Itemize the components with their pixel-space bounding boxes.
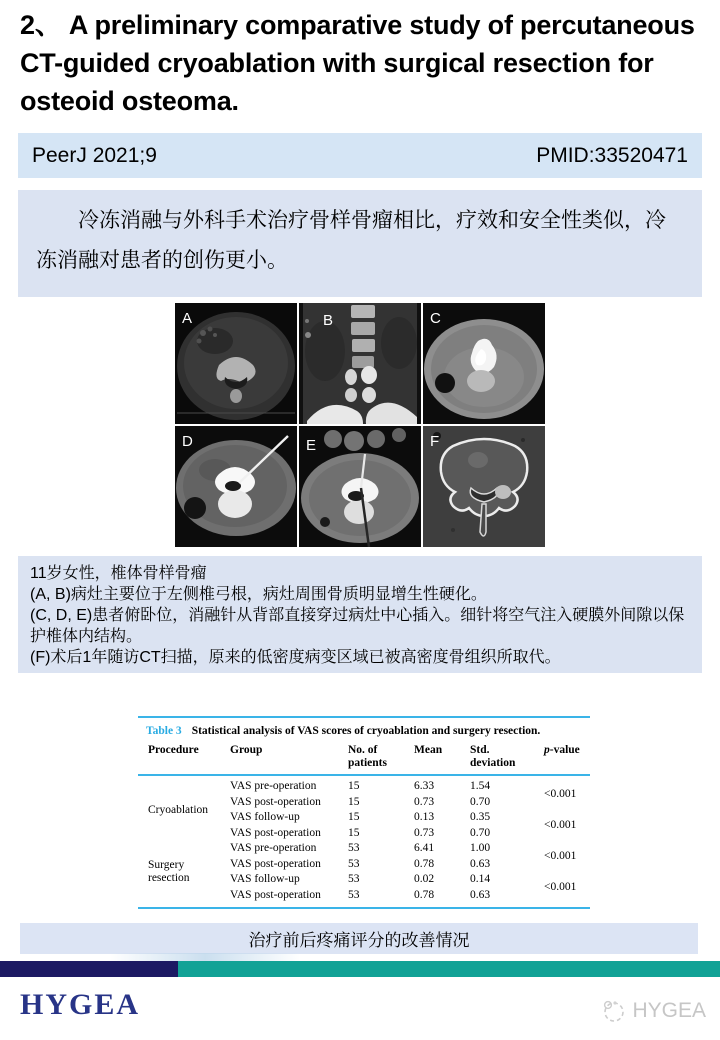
panel-label-a: A <box>182 310 193 327</box>
n-cell: 53 <box>348 888 360 901</box>
group-cell: VAS post-operation <box>230 795 321 808</box>
band-teal-segment <box>178 961 720 977</box>
n-cell: 53 <box>348 842 360 854</box>
pvalue-cell: <0.001 <box>544 787 577 800</box>
mean-cell: 0.78 <box>414 888 435 901</box>
group-cell: VAS pre-operation <box>230 780 317 792</box>
bottom-caption-bar <box>20 923 698 954</box>
hygea-logo: HYGEA <box>20 988 141 1021</box>
ct-panel-f <box>423 426 545 547</box>
ct-figure <box>175 303 545 547</box>
sd-cell: 0.70 <box>470 826 491 839</box>
caption-line: (A, B)病灶主要位于左侧椎弓根，病灶周围骨质明显增生性硬化。 <box>30 586 487 603</box>
figure-caption-box <box>18 556 702 673</box>
sd-cell: 0.14 <box>470 873 491 885</box>
group-cell: VAS follow-up <box>230 873 300 885</box>
col-header-pvalue <box>534 742 590 770</box>
table-number-label: Table 3 <box>146 725 182 737</box>
sd-cell: 1.54 <box>470 780 491 792</box>
ct-panel-a <box>175 303 297 424</box>
hygea-watermark <box>600 998 706 1024</box>
sd-cell: 0.63 <box>470 857 491 870</box>
panel-label-e: E <box>306 437 317 454</box>
ct-panel-e <box>299 426 421 547</box>
ct-image-axial-a <box>175 303 297 424</box>
table-header-row <box>138 742 590 776</box>
page-title: 2、 A preliminary comparative study of percutaneous CT-guided cryoablation with surgical resection for osteoid osteoma. <box>20 10 695 116</box>
n-cell: 15 <box>348 811 360 823</box>
band-navy-segment <box>0 961 178 977</box>
col-header-mean: Mean <box>414 744 443 756</box>
hygea-watermark-text: HYGEA <box>632 999 706 1022</box>
ct-panel-d <box>175 426 297 547</box>
col-header-patients: No. of patients <box>348 744 387 769</box>
pvalue-cell: <0.001 <box>544 880 577 893</box>
group-cell: VAS post-operation <box>230 857 321 870</box>
n-cell: 53 <box>348 873 360 885</box>
group-cell: VAS post-operation <box>230 888 321 901</box>
sd-cell: 0.63 <box>470 888 491 901</box>
ct-panel-c <box>423 303 545 424</box>
pvalue-cell: <0.001 <box>544 849 577 862</box>
ct-image-coronal-b <box>299 303 421 424</box>
table-title <box>138 718 590 742</box>
vas-table <box>138 716 590 909</box>
table-title-text: Statistical analysis of VAS scores of cryoablation and surgery resection. <box>191 725 541 737</box>
n-cell: 15 <box>348 795 360 808</box>
procedure-cell-surgery: Surgery resection <box>148 859 190 884</box>
source-bar <box>18 133 702 178</box>
bottom-caption-text: 治疗前后疼痛评分的改善情况 <box>248 931 470 950</box>
mean-cell: 0.78 <box>414 857 435 870</box>
sd-cell: 0.35 <box>470 811 491 823</box>
sd-cell: 1.00 <box>470 842 491 854</box>
mean-cell: 0.02 <box>414 873 435 885</box>
summary-text: 冷冻消融与外科手术治疗骨样骨瘤相比，疗效和安全性类似，冷冻消融对患者的创伤更小。 <box>36 209 666 272</box>
procedure-cell-cryoablation: Cryoablation <box>148 803 209 816</box>
group-cell: VAS follow-up <box>230 811 300 823</box>
col-header-sd: Std. deviation <box>470 744 516 769</box>
group-cell: VAS pre-operation <box>230 842 317 854</box>
group-cell: VAS post-operation <box>230 826 321 839</box>
band-wisp <box>110 953 300 961</box>
ct-image-axial-d <box>175 426 297 547</box>
p-italic: p <box>544 744 550 756</box>
n-cell: 15 <box>348 826 360 839</box>
p-rest: -value <box>549 744 580 756</box>
mean-cell: 6.33 <box>414 780 435 792</box>
mean-cell: 0.73 <box>414 826 435 839</box>
panel-label-d: D <box>182 433 193 450</box>
hygea-watermark-icon <box>600 998 626 1024</box>
ct-panel-b <box>299 303 421 424</box>
n-cell: 53 <box>348 857 360 870</box>
panel-label-c: C <box>430 310 441 327</box>
mean-cell: 0.13 <box>414 811 435 823</box>
caption-line: (F)术后1年随访CT扫描，原来的低密度病变区域已被高密度骨组织所取代。 <box>30 649 561 666</box>
col-header-procedure: Procedure <box>148 744 199 756</box>
pmid: PMID:33520471 <box>536 143 688 167</box>
mean-cell: 0.73 <box>414 795 435 808</box>
col-header-group: Group <box>230 744 263 756</box>
ct-image-axial-c <box>423 303 545 424</box>
sd-cell: 0.70 <box>470 795 491 808</box>
mean-cell: 6.41 <box>414 842 435 854</box>
journal-citation: PeerJ 2021;9 <box>32 143 157 167</box>
pvalue-cell: <0.001 <box>544 818 577 831</box>
decorative-band <box>0 961 720 977</box>
summary-box <box>18 190 702 297</box>
n-cell: 15 <box>348 780 360 792</box>
table-body <box>138 776 590 907</box>
caption-line: (C, D, E)患者俯卧位，消融针从背部直接穿过病灶中心插入。细针将空气注入硬膜外间隙以保护椎体内结构。 <box>30 607 685 645</box>
ct-image-axial-f <box>423 426 545 547</box>
panel-label-b: B <box>323 312 334 329</box>
ct-image-axial-e <box>299 426 421 547</box>
panel-label-f: F <box>430 433 440 450</box>
caption-line: 11岁女性，椎体骨样骨瘤 <box>30 565 207 582</box>
